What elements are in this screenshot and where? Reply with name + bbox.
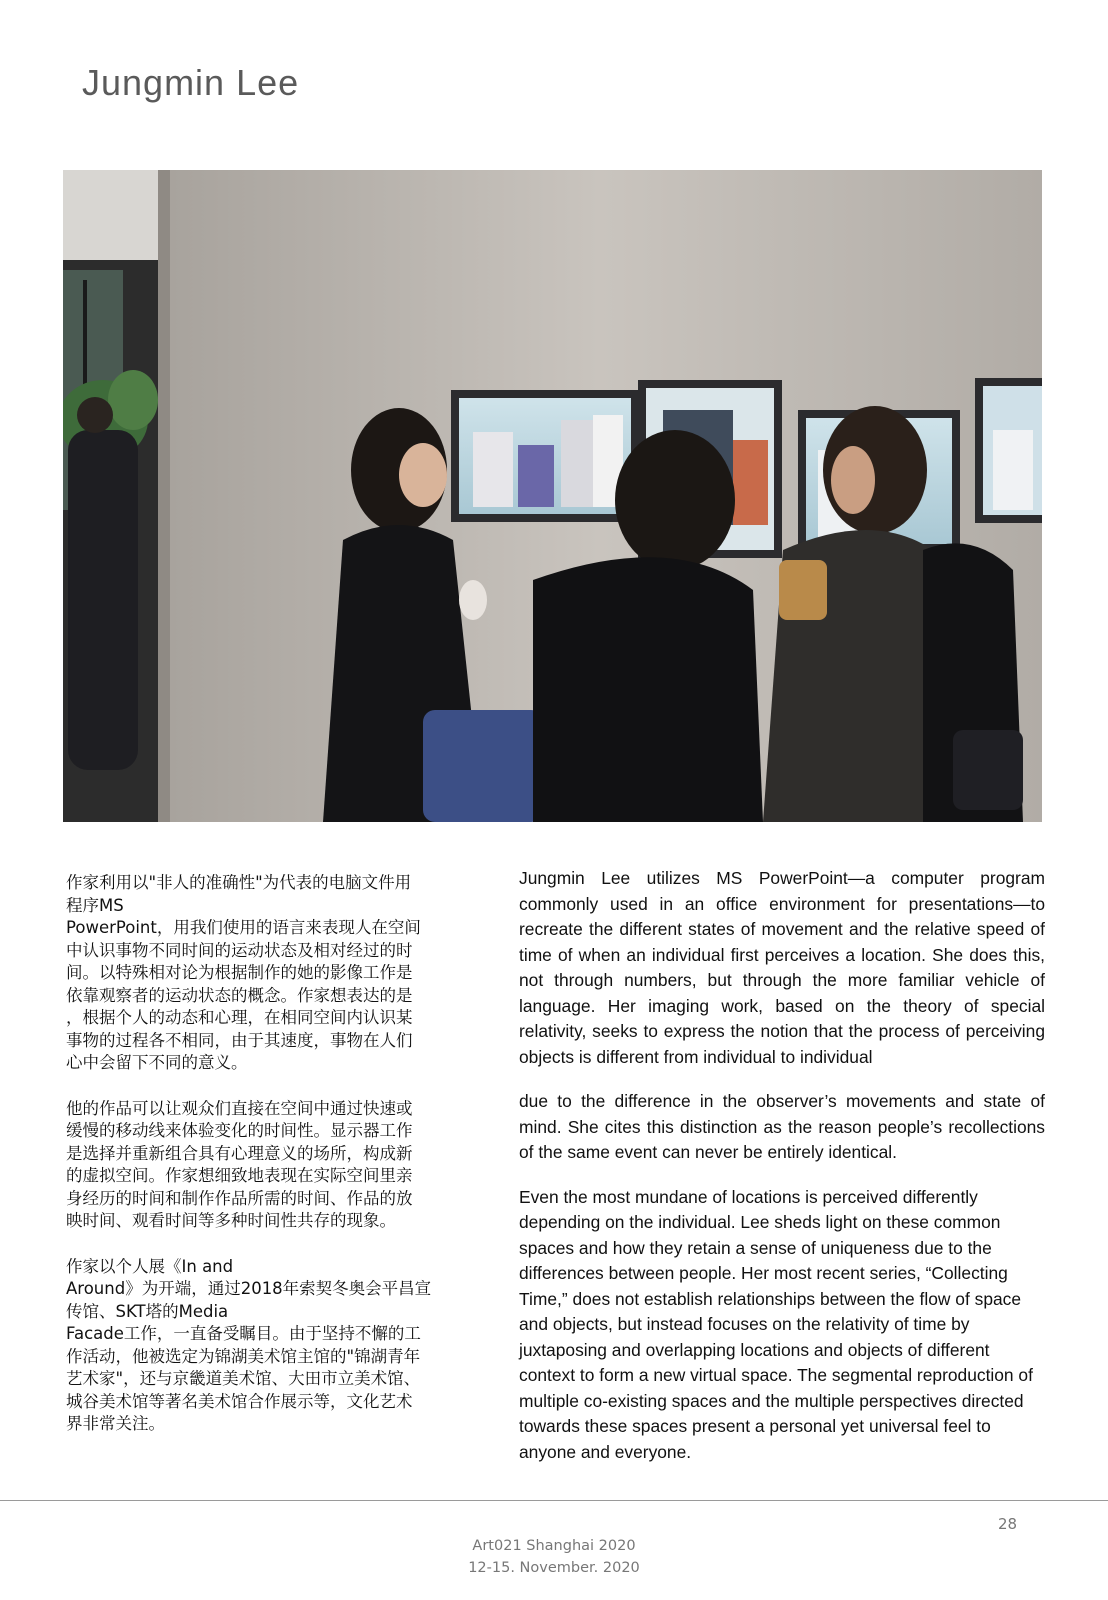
page-number: 28 bbox=[998, 1515, 1018, 1533]
english-paragraph-1: Jungmin Lee utilizes MS PowerPoint—a computer program commonly used in an office environment for presentations—to recreate the different states of movement and the relative speed of time of when an individual first perceives a location. She does this, not through numbers, but through the more familiar vehicle of language. Her imaging work, based on the theory of special relativity, seeks to express the notion that the process of perceiving objects is different from individual to individual bbox=[519, 868, 1045, 1067]
chinese-paragraph-1: 作家利用以"非人的准确性"为代表的电脑文件用 程序MS PowerPoint，用我们使用的语言来表现人在空间 中认识事物不同时间的运动状态及相对经过的时 间。以特殊相对论为根据制作的她的影像工作是 依靠观察者的运动状态的概念。作家想表达的是 ，根据个人的动态和心理，在相同空间内认识某 事物的过程各不相同，由于其速度，事物在人们 心中会留下不同的意义。 bbox=[66, 873, 421, 1072]
exhibition-photo bbox=[63, 170, 1042, 822]
chinese-paragraph-2: 他的作品可以让观众们直接在空间中通过快速或 缓慢的移动线来体验变化的时间性。显示器工作 是选择并重新组合具有心理意义的场所，构成新 的虚拟空间。作家想细致地表现在实际空间里亲 身经历的时间和制作作品所需的时间、作品的放 映时间、观看时间等多种时间性共存的现象。 bbox=[66, 1098, 413, 1230]
footer bbox=[0, 1535, 1108, 1579]
page-title: Jungmin Lee bbox=[82, 62, 300, 103]
exhibition-photo-illustration bbox=[63, 170, 1042, 822]
english-paragraph-2: due to the difference in the observer’s movements and state of mind. She cites this distinction as the reason people’s recollections of the same event can never be entirely identical. bbox=[519, 1091, 1045, 1162]
english-paragraph-3: Even the most mundane of locations is perceived differently depending on the individual. Lee sheds light on these common spaces and how they retain a sense of uniqueness due to the differences between people. Her most recent series, “Collecting Time,” does not establish relationships between the flow of space and objects, but instead focuses on the relativity of time by juxtaposing and overlapping locations and objects of different context to form a new virtual space. The segmental reproduction of multiple co-existing spaces and the multiple perspectives directed towards these spaces present a personal yet universal feel to anyone and everyone. bbox=[519, 1186, 1033, 1462]
chinese-paragraph-3: 作家以个人展《In and Around》为开端，通过2018年索契冬奥会平昌宣 传馆、SKT塔的Media Facade工作，一直备受瞩目。由于坚持不懈的工 作活动，他被选定为锦湖美术馆主馆的"锦湖青年 艺术家"，还与京畿道美术馆、大田市立美术馆、 城谷美术馆等著名美术馆合作展示等，文化艺术 界非常关注。 bbox=[66, 1256, 432, 1433]
footer-divider bbox=[0, 1500, 1108, 1501]
footer-event-name: Art021 Shanghai 2020 bbox=[472, 1538, 636, 1554]
footer-event-dates: 12-15. November. 2020 bbox=[468, 1560, 640, 1576]
english-description bbox=[519, 866, 1045, 1484]
chinese-description bbox=[66, 872, 466, 1459]
